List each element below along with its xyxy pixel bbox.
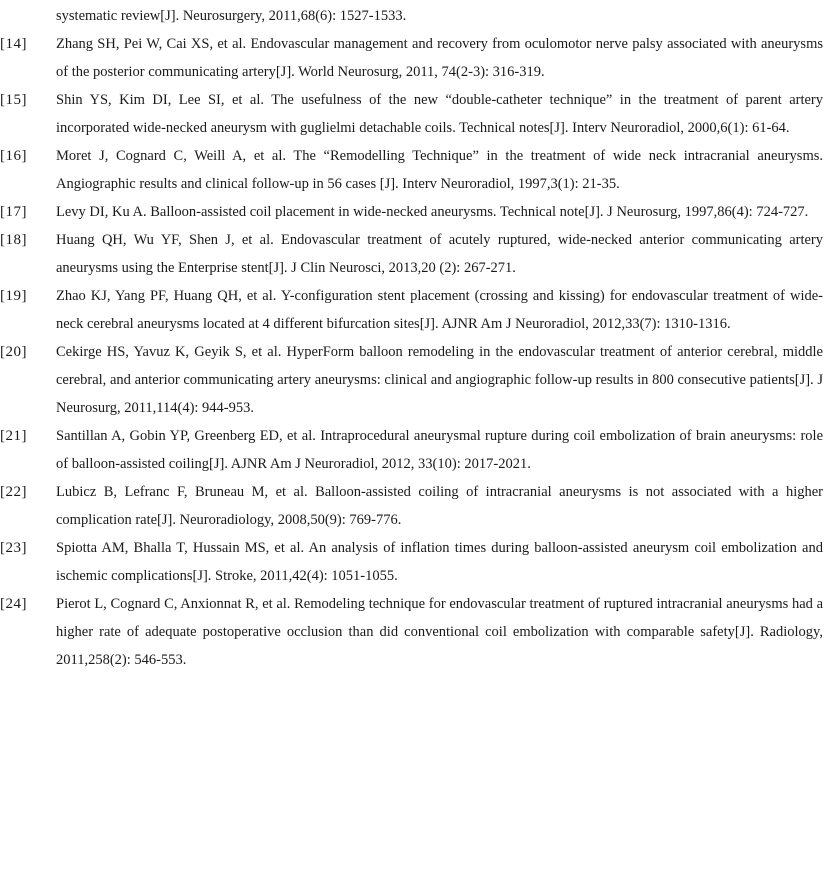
- reference-number: [17]: [0, 204, 27, 220]
- reference-entry: [0, 30, 827, 86]
- reference-text: Shin YS, Kim DI, Lee SI, et al. The usefulness of the new “double-catheter technique” in the treatment of parent artery incorporated wide-necked aneurysm with guglielmi detachable coils. Technical notes[J]. Interv Neuroradiol, 2000,6(1): 61-64.: [56, 92, 823, 136]
- reference-entry: [0, 478, 827, 534]
- reference-number: [20]: [0, 344, 27, 360]
- reference-text: Zhao KJ, Yang PF, Huang QH, et al. Y-configuration stent placement (crossing and kissing) for endovascular treatment of wide-neck cerebral aneurysms located at 4 different bifurcation sites[J]. AJNR Am J Neuroradiol, 2012,33(7): 1310-1316.: [56, 288, 823, 332]
- reference-entry: [0, 338, 827, 422]
- reference-list: [0, 30, 827, 674]
- reference-entry: [0, 534, 827, 590]
- reference-continuation-text: systematic review[J]. Neurosurgery, 2011,68(6): 1527-1533.: [56, 8, 407, 24]
- reference-entry: [0, 142, 827, 198]
- reference-text: Moret J, Cognard C, Weill A, et al. The “Remodelling Technique” in the treatment of wide neck intracranial aneurysms. Angiographic results and clinical follow-up in 56 cases [J]. Interv Neuroradiol, 1997,3(1): 21-35.: [56, 148, 823, 192]
- reference-number: [15]: [0, 92, 27, 108]
- reference-text: Zhang SH, Pei W, Cai XS, et al. Endovascular management and recovery from oculomotor nerve palsy associated with aneurysms of the posterior communicating artery[J]. World Neurosurg, 2011, 74(2-3): 316-319.: [56, 36, 823, 80]
- reference-number: [14]: [0, 36, 27, 52]
- reference-text: Spiotta AM, Bhalla T, Hussain MS, et al. An analysis of inflation times during balloon-assisted aneurysm coil embolization and ischemic complications[J]. Stroke, 2011,42(4): 1051-1055.: [56, 540, 823, 584]
- reference-text: Huang QH, Wu YF, Shen J, et al. Endovascular treatment of acutely ruptured, wide-necked anterior communicating artery aneurysms using the Enterprise stent[J]. J Clin Neurosci, 2013,20 (2): 267-271.: [56, 232, 823, 276]
- reference-number: [19]: [0, 288, 27, 304]
- reference-number: [24]: [0, 596, 27, 612]
- reference-number: [23]: [0, 540, 27, 556]
- reference-entry: [0, 198, 827, 226]
- reference-entry: [0, 282, 827, 338]
- reference-number: [21]: [0, 428, 27, 444]
- reference-number: [18]: [0, 232, 27, 248]
- reference-text: Santillan A, Gobin YP, Greenberg ED, et al. Intraprocedural aneurysmal rupture during coil embolization of brain aneurysms: role of balloon-assisted coiling[J]. AJNR Am J Neuroradiol, 2012, 33(10): 2017-2021.: [56, 428, 823, 472]
- reference-text: Cekirge HS, Yavuz K, Geyik S, et al. HyperForm balloon remodeling in the endovascular treatment of anterior cerebral, middle cerebral, and anterior communicating artery aneurysms: clinical and angiographic follow-up results in 800 consecutive patients[J]. J Neurosurg, 2011,114(4): 944-953.: [56, 344, 823, 416]
- reference-text: Levy DI, Ku A. Balloon-assisted coil placement in wide-necked aneurysms. Technical note[J]. J Neurosurg, 1997,86(4): 724-727.: [56, 204, 809, 220]
- reference-entry: [0, 226, 827, 282]
- reference-text: Lubicz B, Lefranc F, Bruneau M, et al. Balloon-assisted coiling of intracranial aneurysms is not associated with a higher complication rate[J]. Neuroradiology, 2008,50(9): 769-776.: [56, 484, 823, 528]
- reference-entry: [0, 86, 827, 142]
- reference-number: [16]: [0, 148, 27, 164]
- reference-entry: [0, 590, 827, 674]
- reference-text: Pierot L, Cognard C, Anxionnat R, et al. Remodeling technique for endovascular treatment of ruptured intracranial aneurysms had a higher rate of adequate postoperative occlusion than did conventional coil embolization with comparable safety[J]. Radiology, 2011,258(2): 546-553.: [56, 596, 823, 668]
- reference-entry: [0, 422, 827, 478]
- reference-number: [22]: [0, 484, 27, 500]
